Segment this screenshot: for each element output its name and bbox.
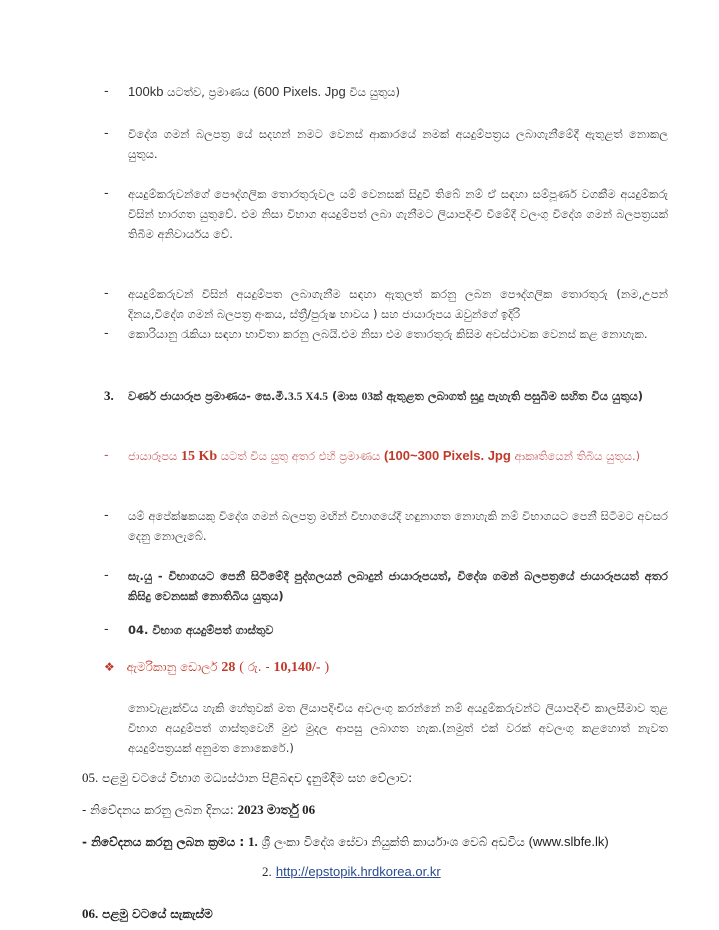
fee-open-paren: ( — [239, 660, 244, 675]
info-not-changeable: කොරියානු රැකියා සඳහා භාවිතා කරනු ලබයි.එම නිසා එම තොරතුරු කිසිම අවස්ථාවක වෙනස් කළ නොහැක. — [128, 327, 648, 341]
slbfe-url[interactable]: (www.slbfe.lk) — [528, 834, 609, 849]
photo-file-size-requirement — [128, 446, 668, 467]
bullet-dash: - — [104, 508, 109, 523]
text-run: ජායාරූපය — [128, 449, 181, 463]
text-run: ක් ඇතුළත ලබාගත් සුදු පැහැති පසුබිම සහිත විය යුතුය) — [373, 389, 644, 403]
fee-currency-label: ඇමරිකානු ඩොලර් — [126, 660, 218, 674]
section-number: 05. — [82, 770, 99, 785]
bullet-dash: - — [104, 568, 109, 583]
text-run: වර්ණ ජායාරූප ප්‍රමාණය- සෙ.මී. — [128, 389, 289, 403]
personal-info-entry: අයදුම්කරුවන් විසින් අයදුම්පත ලබාගැනීම සඳහා ඇතුලත් කරනු ලබන පෞද්ගලික තොරතුරු (නම,උපන් දිනය,විදේශ ගමන් බලපත්‍ර අංකය, ස්ත්‍රී/පුරුෂ භාවය ) සහ ජායාරූපය ඔවුන්ගේ ඉදිරි — [128, 287, 668, 321]
photo-dimension-requirement — [128, 386, 668, 407]
bullet-dash: - — [104, 84, 109, 99]
section-title: පළමු වටයේ සැකැස්ම — [102, 907, 213, 921]
fee-amount-usd: 28 — [221, 660, 236, 675]
text-run: (100~300 Pixels. Jpg — [383, 448, 511, 463]
photo-match-note: සැ.යු - විභාගයට පෙනී සිටිමේදී පුද්ගලයන් ලබාදුන් ජායාරූපයත්, විදේශ ගමන් බලපත්‍රයේ ජායාරූපයත් අතර කිසිදු වෙනසක් නොතිබිය යුතුය) — [128, 569, 668, 603]
fee-heading: 04. විභාග අයදුම්පත් ගාස්තුව — [128, 623, 274, 637]
text-run: 15 Kb — [180, 449, 218, 464]
section-number: 3. — [104, 388, 114, 403]
date-value: 2023 මාර්තු 06 — [237, 802, 316, 817]
epstopik-link[interactable]: http://epstopik.hrdkorea.or.kr — [275, 864, 441, 879]
section-number: 06. — [82, 906, 99, 921]
bullet-dash: - — [104, 622, 109, 637]
bullet-dash: - — [104, 186, 109, 201]
text-run: ආකෘතියෙන් තිබිය යුතුය.) — [510, 449, 641, 463]
date-label: - නිවේදනය කරනු ලබන දිනය: — [82, 803, 234, 817]
section5-heading — [82, 770, 412, 786]
fee-amount-lkr: 10,140/- — [273, 660, 321, 675]
text-run: යටත්ව, ප්‍රමාණය — [163, 85, 254, 99]
section-title: පළමු වටයේ විභාග මධ්‍යස්ථාන පිළිබඳව දැනුම්දීම සහ වේලාව: — [102, 771, 413, 785]
bullet-dash: - — [104, 286, 109, 301]
bullet-dash: - — [104, 326, 109, 341]
text-run: 3.5 X4.5 — [288, 391, 328, 403]
text-run: 03 — [361, 391, 374, 403]
method-number: 1. — [247, 834, 258, 849]
text-run: විය යුතුය) — [345, 85, 400, 99]
text-run: යටත් විය යුතු අතර එහි ප්‍රමාණය — [217, 449, 384, 463]
image-size-requirement — [128, 82, 668, 102]
fee-close-paren: ) — [324, 660, 330, 675]
method-2 — [262, 864, 441, 880]
fee-rs-label: රු. - — [247, 660, 270, 674]
refund-policy: නොවැළැක්විය හැකි හේතුවක් මත ලියාපදිංචිය අවලංගු කරන්නේ නම් අයදුම්කරුවන්ට ලියාපදිංචි කාලසීමාව තුළ විභාග අයදුම්පත් ගාස්තුවෙහි මුළු මුදල ආපසු ලබාගත හැක.(නමුත් එක් වරක් අවලංගු කළහොත් නැවත අයදුම්පත්‍රයක් අනුමත නොකෙරේ.) — [128, 701, 668, 755]
fee-line — [104, 660, 329, 676]
bullet-dash: - — [104, 448, 109, 463]
passport-identification-rule: යම් අපේක්ෂකයකු විදේශ ගමන් බලපත්‍ර මඟින් විභාගයේදී හඳුනාගත නොහැකි නම් විභාගයට පෙනී සිටීමට අවසර දෙනු නොලැබේ. — [128, 509, 668, 543]
personal-info-responsibility: අයදුම්කරුවන්ගේ පෞද්ගලික තොරතුරුවල යම් වෙනසක් සිදුවී තිබේ නම් ඒ සඳහා සම්පූර්ණ වගකීම අයදුම්කරු විසින් භාරගත යුතුවේ. එම නිසා විභාග අයදුම්පත් ලබා ගැනීමට ලියාපදිංචි වීමේදී වලංගු විදේශ ගමන් බලපත්‍රයක් තිබීම අනිවාර්යය වේ. — [128, 187, 668, 241]
section6-heading — [82, 906, 213, 922]
method-number: 2. — [262, 864, 272, 879]
announcement-date — [82, 802, 315, 818]
method-label: - නිවේදනය කරනු ලබන ක්‍රමය : — [82, 835, 245, 849]
passport-name-requirement: විදේශ ගමන් බලපත්‍ර යේ සදහන් නමට වෙනස් ආකාරයේ නමක් අයදුම්පත්‍රය ලබාගැනීමේදී ඇතුළත් නොකල යුතුය. — [128, 127, 668, 161]
diamond-bullet-icon: ❖ — [104, 660, 115, 674]
bullet-dash: - — [104, 126, 109, 141]
method-1-text: ශ්‍රී ලංකා විදේශ සේවා නියුක්ති කාර්යාංශ වෙබ් අඩවිය — [261, 835, 525, 849]
announcement-method — [82, 834, 609, 850]
text-run: 100kb — [128, 84, 164, 99]
text-run: (මාස — [327, 389, 362, 403]
text-run: (600 Pixels. Jpg — [253, 84, 346, 99]
